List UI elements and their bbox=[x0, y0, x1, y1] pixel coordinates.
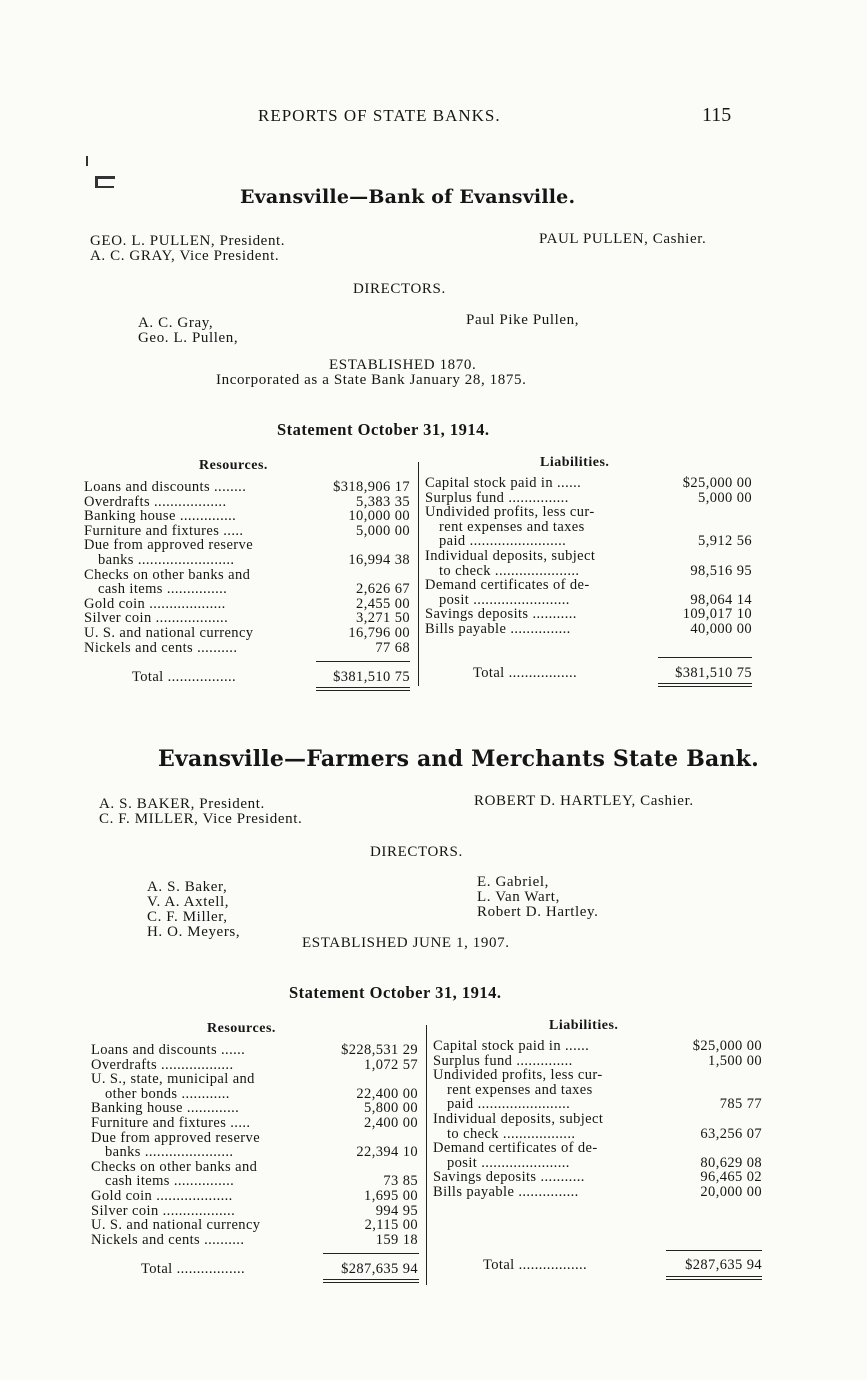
rule bbox=[316, 690, 410, 691]
total-amount: $287,635 94 bbox=[341, 1261, 418, 1277]
statement-row bbox=[84, 509, 410, 524]
row-label: Overdrafts .................. bbox=[91, 1056, 234, 1073]
row-amount: 63,256 07 bbox=[700, 1125, 762, 1142]
bank2-cashier: ROBERT D. HARTLEY, Cashier. bbox=[474, 793, 694, 809]
statement-row bbox=[433, 1068, 762, 1083]
row-label: Checks on other banks and bbox=[91, 1158, 258, 1175]
bank1-directors-heading: DIRECTORS. bbox=[353, 281, 446, 297]
row-amount: 98,516 95 bbox=[690, 562, 752, 579]
row-label: Overdrafts .................. bbox=[84, 493, 227, 510]
bank2-resources-table bbox=[91, 1043, 418, 1278]
rule bbox=[323, 1253, 419, 1254]
row-amount: 5,800 00 bbox=[364, 1100, 418, 1117]
page-number: 115 bbox=[702, 104, 732, 126]
total-amount: $381,510 75 bbox=[333, 669, 410, 685]
row-label: Undivided profits, less cur- bbox=[433, 1067, 603, 1084]
row-label: Due from approved reserve bbox=[91, 1129, 261, 1146]
row-label: Surplus fund ............... bbox=[425, 489, 569, 506]
row-label: Loans and discounts ...... bbox=[91, 1042, 246, 1058]
row-label: Individual deposits, subject bbox=[425, 548, 596, 564]
bank1-incorporated: Incorporated as a State Bank January 28, 1875. bbox=[216, 372, 527, 388]
bank1-resources-heading: Resources. bbox=[199, 458, 268, 473]
director-name: E. Gabriel, bbox=[477, 874, 549, 890]
row-amount: 109,017 10 bbox=[682, 606, 752, 623]
statement-row bbox=[84, 582, 410, 597]
row-label: to check .................. bbox=[447, 1125, 576, 1142]
bank2-directors-heading: DIRECTORS. bbox=[370, 844, 463, 860]
rule bbox=[658, 683, 752, 684]
row-label: Capital stock paid in ...... bbox=[425, 475, 582, 491]
row-label: Gold coin ................... bbox=[91, 1188, 233, 1204]
bank2-column-divider bbox=[426, 1025, 427, 1285]
row-label: Demand certificates of de- bbox=[433, 1140, 598, 1157]
bank2-liabilities-heading: Liabilities. bbox=[549, 1018, 619, 1033]
statement-row bbox=[91, 1218, 418, 1233]
bank1-established: ESTABLISHED 1870. bbox=[329, 357, 477, 373]
bank2-directors-right bbox=[477, 875, 598, 920]
total-label: Total ................. bbox=[132, 669, 237, 685]
total-label: Total ................. bbox=[483, 1257, 588, 1273]
row-label: Loans and discounts ........ bbox=[84, 479, 247, 495]
bank2-directors-left bbox=[147, 880, 240, 940]
rule bbox=[666, 1276, 762, 1277]
row-amount: 20,000 00 bbox=[700, 1184, 762, 1200]
row-amount: 1,695 00 bbox=[364, 1188, 418, 1204]
total-label: Total ................. bbox=[141, 1261, 246, 1277]
rule bbox=[323, 1279, 419, 1280]
total-row bbox=[425, 666, 752, 681]
row-label: Demand certificates of de- bbox=[425, 577, 590, 594]
row-label: banks ........................ bbox=[98, 552, 235, 568]
row-label: Surplus fund .............. bbox=[433, 1052, 573, 1069]
row-label: Due from approved reserve bbox=[84, 537, 254, 554]
row-amount: 3,271 50 bbox=[356, 610, 410, 627]
row-label: rent expenses and taxes bbox=[439, 518, 585, 535]
statement-row bbox=[84, 626, 410, 641]
row-label: Banking house .............. bbox=[84, 508, 237, 525]
total-amount: $287,635 94 bbox=[685, 1257, 762, 1273]
bank2-officers bbox=[99, 797, 302, 827]
statement-row bbox=[91, 1116, 418, 1131]
row-label: Capital stock paid in ...... bbox=[433, 1038, 590, 1054]
row-amount: 80,629 08 bbox=[700, 1154, 762, 1171]
row-amount: 16,796 00 bbox=[348, 625, 410, 641]
row-amount: 159 18 bbox=[375, 1231, 418, 1248]
bank1-cashier: PAUL PULLEN, Cashier. bbox=[539, 231, 707, 247]
row-label: Savings deposits ........... bbox=[425, 606, 577, 623]
row-amount: 10,000 00 bbox=[348, 508, 410, 525]
total-label: Total ................. bbox=[473, 665, 578, 681]
row-amount: 2,455 00 bbox=[356, 595, 410, 612]
row-amount: 16,994 38 bbox=[348, 552, 410, 568]
statement-row bbox=[91, 1072, 418, 1087]
bank2-title: Evansville—Farmers and Merchants State Bank. bbox=[158, 746, 759, 772]
row-label: U. S. and national currency bbox=[91, 1217, 261, 1234]
row-label: posit ...................... bbox=[447, 1154, 570, 1171]
row-amount: 5,000 00 bbox=[698, 489, 752, 506]
row-label: paid ........................ bbox=[439, 533, 567, 550]
row-amount: 1,072 57 bbox=[364, 1056, 418, 1073]
total-row bbox=[91, 1262, 418, 1277]
row-amount: 1,500 00 bbox=[708, 1052, 762, 1069]
scan-mark bbox=[98, 186, 114, 188]
row-label: Individual deposits, subject bbox=[433, 1111, 604, 1127]
row-label: Checks on other banks and bbox=[84, 566, 251, 583]
rule bbox=[666, 1279, 762, 1280]
row-amount: 98,064 14 bbox=[690, 591, 752, 608]
officer-line: A. C. GRAY, Vice President. bbox=[90, 248, 280, 264]
row-amount: $228,531 29 bbox=[341, 1042, 418, 1058]
row-label: Gold coin ................... bbox=[84, 595, 226, 612]
officer-line: C. F. MILLER, Vice President. bbox=[99, 811, 303, 827]
row-label: U. S. and national currency bbox=[84, 625, 254, 641]
rule bbox=[658, 686, 752, 687]
row-amount: 994 95 bbox=[375, 1202, 418, 1219]
director-name: C. F. Miller, bbox=[147, 909, 228, 925]
statement-row bbox=[84, 480, 410, 495]
bank1-directors-left bbox=[138, 316, 238, 346]
bank1-title: Evansville—Bank of Evansville. bbox=[240, 186, 576, 208]
row-amount: 40,000 00 bbox=[690, 621, 752, 637]
director-name: H. O. Meyers, bbox=[147, 924, 241, 940]
scan-mark bbox=[95, 176, 115, 179]
total-row bbox=[433, 1258, 762, 1273]
director-name: A. S. Baker, bbox=[147, 879, 228, 895]
scan-mark bbox=[86, 156, 88, 166]
bank1-directors-right bbox=[466, 312, 579, 329]
row-amount: 2,626 67 bbox=[356, 581, 410, 598]
director-name: V. A. Axtell, bbox=[147, 894, 230, 910]
total-amount: $381,510 75 bbox=[675, 665, 752, 681]
row-label: other bonds ............ bbox=[105, 1085, 230, 1102]
statement-row bbox=[91, 1145, 418, 1160]
row-amount: $25,000 00 bbox=[692, 1038, 762, 1054]
running-header: REPORTS OF STATE BANKS. bbox=[258, 106, 501, 125]
row-amount: 5,383 35 bbox=[356, 493, 410, 510]
total-row bbox=[84, 670, 410, 685]
statement-row bbox=[91, 1189, 418, 1204]
row-label: Nickels and cents .......... bbox=[84, 639, 238, 656]
statement-row bbox=[425, 476, 752, 491]
statement-row bbox=[425, 578, 752, 593]
row-amount: 22,400 00 bbox=[356, 1085, 418, 1102]
statement-row bbox=[84, 553, 410, 568]
officer-line: GEO. L. PULLEN, President. bbox=[90, 233, 286, 249]
row-label: cash items ............... bbox=[98, 581, 228, 598]
row-label: Nickels and cents .......... bbox=[91, 1231, 245, 1248]
bank1-liabilities-table bbox=[425, 476, 752, 682]
row-label: paid ....................... bbox=[447, 1096, 571, 1113]
row-label: Undivided profits, less cur- bbox=[425, 504, 595, 521]
statement-row bbox=[91, 1233, 418, 1248]
row-amount: 73 85 bbox=[383, 1173, 418, 1190]
row-amount: 5,912 56 bbox=[698, 533, 752, 550]
row-label: Furniture and fixtures ..... bbox=[91, 1115, 251, 1131]
statement-row bbox=[425, 505, 752, 520]
bank2-established: ESTABLISHED JUNE 1, 1907. bbox=[302, 935, 510, 951]
row-label: Silver coin .................. bbox=[84, 610, 229, 627]
bank1-column-divider bbox=[418, 462, 419, 686]
row-amount: 5,000 00 bbox=[356, 522, 410, 539]
row-amount: $318,906 17 bbox=[333, 479, 410, 495]
row-label: Savings deposits ........... bbox=[433, 1169, 585, 1186]
officer-line: A. S. BAKER, President. bbox=[99, 796, 265, 812]
statement-row bbox=[84, 641, 410, 656]
row-label: Silver coin .................. bbox=[91, 1202, 236, 1219]
row-amount: 785 77 bbox=[719, 1096, 762, 1113]
row-label: rent expenses and taxes bbox=[447, 1081, 593, 1098]
bank1-officers bbox=[90, 234, 285, 264]
row-amount: 2,400 00 bbox=[364, 1115, 418, 1131]
row-label: Bills payable ............... bbox=[425, 621, 571, 637]
rule bbox=[316, 661, 410, 662]
statement-row bbox=[91, 1043, 418, 1058]
statement-row bbox=[433, 1039, 762, 1054]
rule bbox=[658, 657, 752, 658]
row-label: to check ..................... bbox=[439, 562, 580, 579]
row-label: Furniture and fixtures ..... bbox=[84, 522, 244, 539]
row-label: U. S., state, municipal and bbox=[91, 1071, 255, 1088]
statement-row bbox=[433, 1185, 762, 1200]
bank2-statement-title: Statement October 31, 1914. bbox=[289, 983, 502, 1002]
row-label: cash items ............... bbox=[105, 1173, 235, 1190]
statement-row bbox=[433, 1141, 762, 1156]
director-name: L. Van Wart, bbox=[477, 889, 560, 905]
statement-row bbox=[433, 1112, 762, 1127]
director-name: Geo. L. Pullen, bbox=[138, 330, 239, 346]
rule bbox=[323, 1282, 419, 1283]
row-amount: $25,000 00 bbox=[682, 475, 752, 491]
statement-row bbox=[425, 549, 752, 564]
rule bbox=[316, 687, 410, 688]
bank1-resources-table bbox=[84, 480, 410, 686]
row-label: banks ...................... bbox=[105, 1144, 234, 1161]
director-name: Robert D. Hartley. bbox=[477, 904, 599, 920]
bank2-resources-heading: Resources. bbox=[207, 1021, 276, 1036]
row-amount: 96,465 02 bbox=[700, 1169, 762, 1186]
row-label: Bills payable ............... bbox=[433, 1184, 579, 1200]
rule bbox=[666, 1250, 762, 1251]
bank2-liabilities-table bbox=[433, 1039, 762, 1274]
row-label: Banking house ............. bbox=[91, 1100, 240, 1117]
row-amount: 2,115 00 bbox=[364, 1217, 418, 1234]
row-label: posit ........................ bbox=[439, 591, 570, 608]
statement-row bbox=[425, 622, 752, 637]
bank1-statement-title: Statement October 31, 1914. bbox=[277, 420, 490, 439]
director-name: Paul Pike Pullen, bbox=[466, 312, 580, 328]
row-amount: 77 68 bbox=[375, 639, 410, 656]
bank1-liabilities-heading: Liabilities. bbox=[540, 455, 610, 470]
row-amount: 22,394 10 bbox=[356, 1144, 418, 1161]
director-name: A. C. Gray, bbox=[138, 315, 214, 331]
